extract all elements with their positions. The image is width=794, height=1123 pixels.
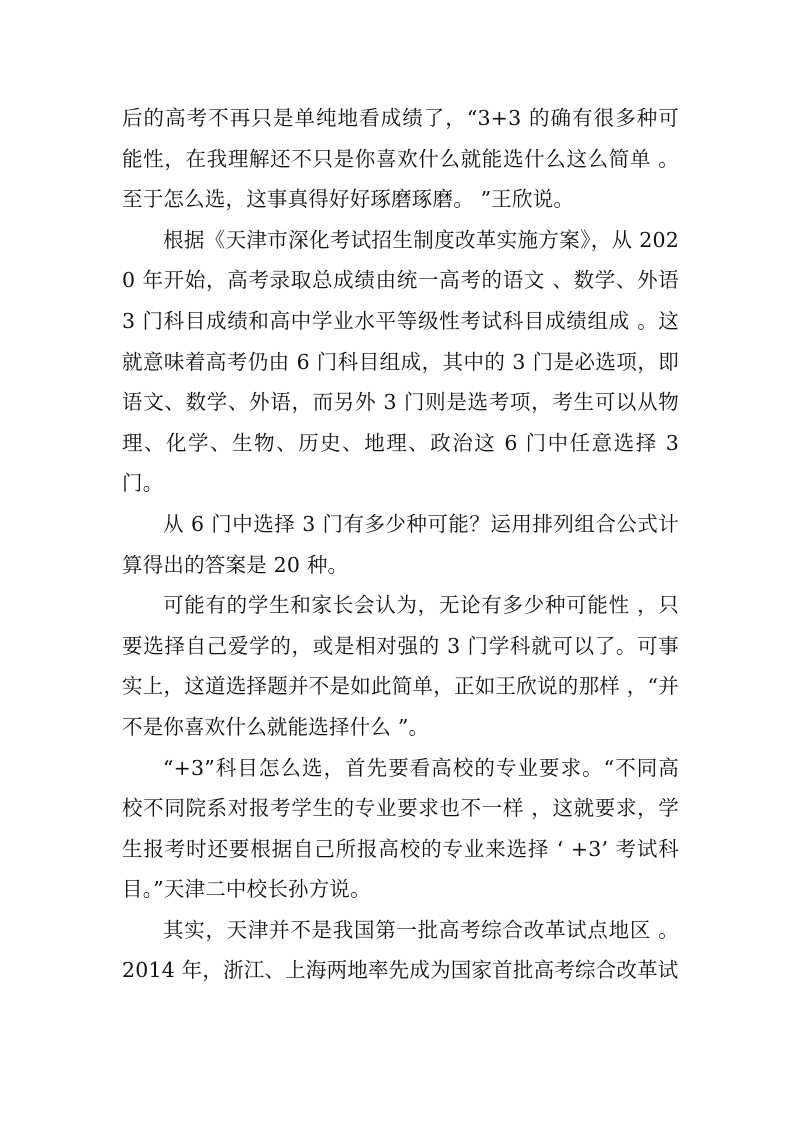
paragraph-2: 根据《天津市深化考试招生制度改革实施方案》，从 2020 年开始，高考录取总成绩由统一高考的语文 、数学、外语 3 门科目成绩和高中学业水平等级性考试科目成绩组成 。这就意味着高考仍由 6 门科目组成，其中的 3 门是必选项，即语文、数学、外语，而另外 3 门则是选考项，考生可以从物理、化学、生物、历史、地理、政治这 6 门中任意选择 3 门。 [122, 227, 679, 496]
paragraph-5: “+3”科目怎么选，首先要看高校的专业要求。“不同高校不同院系对报考学生的专业要求也不一样 ，这就要求，学生报考时还要根据自己所报高校的专业来选择 ‘ +3’ 考试科目。”天津二中校长孙方说。 [122, 755, 679, 902]
paragraph-6: 其实，天津并不是我国第一批高考综合改革试点地区 。2014 年，浙江、上海两地率先成为国家首批高考综合改革试 [122, 917, 679, 983]
paragraph-1: 后的高考不再只是单纯地看成绩了，“3+3 的确有很多种可能性，在我理解还不只是你喜欢什么就能选什么这么简单 。至于怎么选，这事真得好好琢磨琢磨。 ”王欣说。 [122, 106, 679, 212]
document-body [122, 98, 679, 991]
paragraph-3: 从 6 门中选择 3 门有多少种可能？运用排列组合公式计算得出的答案是 20 种。 [122, 511, 679, 577]
paragraph-4: 可能有的学生和家长会认为，无论有多少种可能性 ，只要选择自己爱学的，或是相对强的 3 门学科就可以了。可事实上，这道选择题并不是如此简单，正如王欣说的那样 ，“并不是你喜欢什么就能选择什么 ”。 [122, 593, 679, 739]
